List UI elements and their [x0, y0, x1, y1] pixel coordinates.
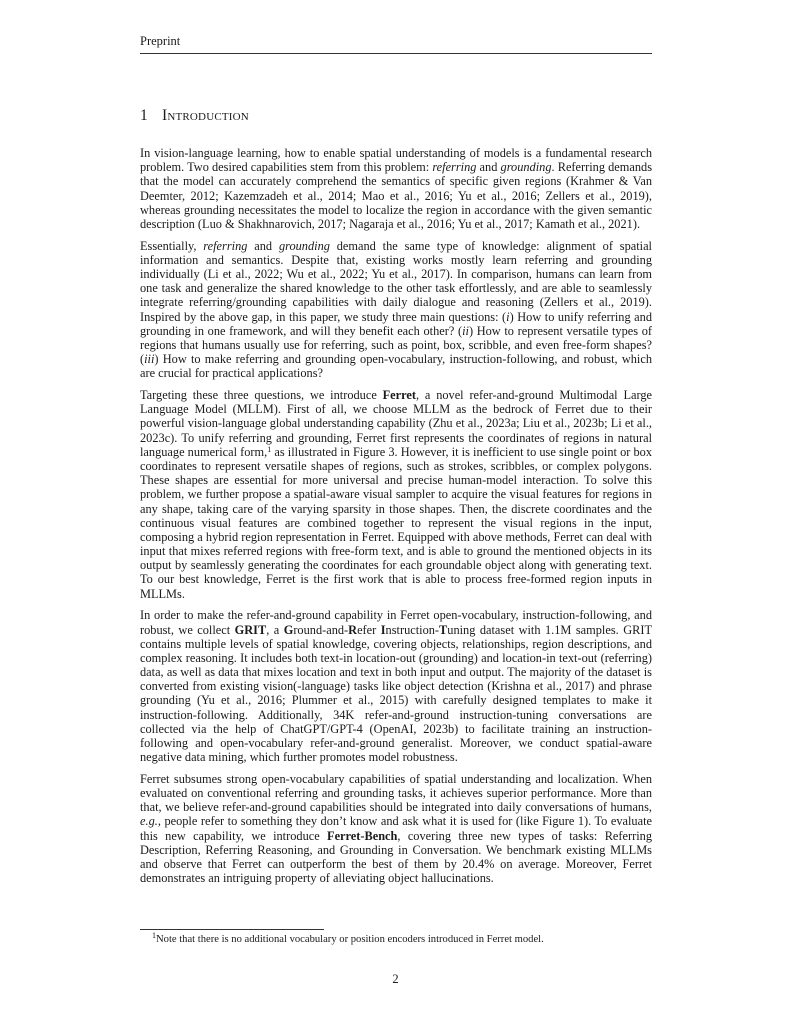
- footnote-marker: 1: [152, 931, 156, 940]
- body-text: [140, 146, 652, 893]
- section-heading: [140, 107, 249, 125]
- page-number: 2: [392, 972, 399, 986]
- paragraph-4: In order to make the refer-and-ground capability in Ferret open-vocabulary, instruction-following, and robust, we collect GRIT, a Ground-and-Refer Instruction-Tuning dataset with 1.1M samples. GRIT contains multiple levels of spatial knowledge, covering objects, relationships, region descriptions, and complex reasoning. It includes both text-in location-out (grounding) and location-in text-out (referring) data, as well as data that mixes location and text in both input and output. The majority of the dataset is converted from existing vision(-language) tasks like object detection (Krishna et al., 2017) and phrase grounding (Yu et al., 2016; Plummer et al., 2015) with carefully designed templates to make it instruction-following. Additionally, 34K refer-and-ground instruction-tuning conversations are collected via the help of ChatGPT/GPT-4 (OpenAI, 2023b) to facilitate training an instruction-following and open-vocabulary refer-and-ground generalist. Moreover, we conduct spatial-aware negative data mining, which further promotes model robustness.: [140, 608, 652, 765]
- footnote-ref[interactable]: 1: [267, 444, 272, 454]
- footnote: [140, 933, 652, 946]
- section-number: 1: [140, 107, 148, 124]
- section-title: Introduction: [161, 107, 249, 124]
- paragraph-1: In vision-language learning, how to enable spatial understanding of models is a fundamental research problem. Two desired capabilities stem from this problem: referring and grounding. Referring demands that the model can accurately comprehend the semantics of specific given regions (Krahmer & Van Deemter, 2012; Kazemzadeh et al., 2014; Mao et al., 2016; Yu et al., 2016; Zellers et al., 2019), whereas grounding necessitates the model to localize the region in accordance with the given semantic description (Luo & Shakhnarovich, 2017; Nagaraja et al., 2016; Yu et al., 2017; Kamath et al., 2021).: [140, 146, 653, 231]
- footnote-text: Note that there is no additional vocabulary or position encoders introduced in Ferret model.: [156, 934, 544, 945]
- paragraph-2: Essentially, referring and grounding demand the same type of knowledge: alignment of spatial information and semantics. Despite that, existing works mostly learn referring and grounding individually (Li et al., 2022; Wu et al., 2022; Yu et al., 2017). In comparison, humans can learn from one task and generalize the shared knowledge to the other task effortlessly, and are able to seamlessly integrate referring/grounding capabilities with daily dialogue and reasoning (Zellers et al., 2019). Inspired by the above gap, in this paper, we study three main questions: (i) How to unify referring and grounding in one framework, and will they benefit each other? (ii) How to represent versatile types of regions that humans usually use for referring, such as point, box, scribble, and even free-form shapes? (iii) How to make referring and grounding open-vocabulary, instruction-following, and robust, which are crucial for practical applications?: [140, 238, 652, 381]
- footnote-rule: [140, 929, 324, 930]
- paragraph-3: Targeting these three questions, we introduce Ferret, a novel refer-and-ground Multimodal Large Language Model (MLLM). First of all, we choose MLLM as the bedrock of Ferret due to their powerful vision-language global understanding capability (Zhu et al., 2023a; Liu et al., 2023b; Li et al., 2023c). To unify referring and grounding, Ferret first represents the coordinates of regions in natural language numerical form,$^1$ as illustrated in Figure 3. However, it is inefficient to use single point or box coordinates to represent versatile shapes of regions, such as strokes, scribbles, or complex polygons. These shapes are essential for more universal and precise human-model interaction. To solve this problem, we further propose a spatial-aware visual sampler to acquire the visual features for regions in any shape, taking care of the varying sparsity in those shapes. Then, the discrete coordinates and the continuous visual features are combined together to represent the visual regions in the input, composing a hybrid region representation in Ferret. Equipped with above methods, Ferret can deal with input that mixes referred regions with free-form text, and is able to ground the mentioned objects in its output by seamlessly generating the coordinates for each groundable object along with generating text. To our best knowledge, Ferret is the first work that is able to process free-formed region inputs in MLLMs.: [140, 388, 652, 601]
- paragraph-5: Ferret subsumes strong open-vocabulary capabilities of spatial understanding and localization. When evaluated on conventional referring and grounding tasks, it achieves superior performance. More than that, we believe refer-and-ground capabilities should be integrated into daily conversations of humans, e.g., people refer to something they don’t know and ask what it is used for (like Figure 1). To evaluate this new capability, we introduce Ferret-Bench, covering three new types of tasks: Referring Description, Referring Reasoning, and Grounding in Conversation. We benchmark existing MLLMs and observe that Ferret can outperform the best of them by 20.4% on average. Moreover, Ferret demonstrates an intriguing property of alleviating object hallucinations.: [140, 771, 652, 886]
- running-header: [140, 34, 652, 54]
- running-title: Preprint: [140, 34, 181, 48]
